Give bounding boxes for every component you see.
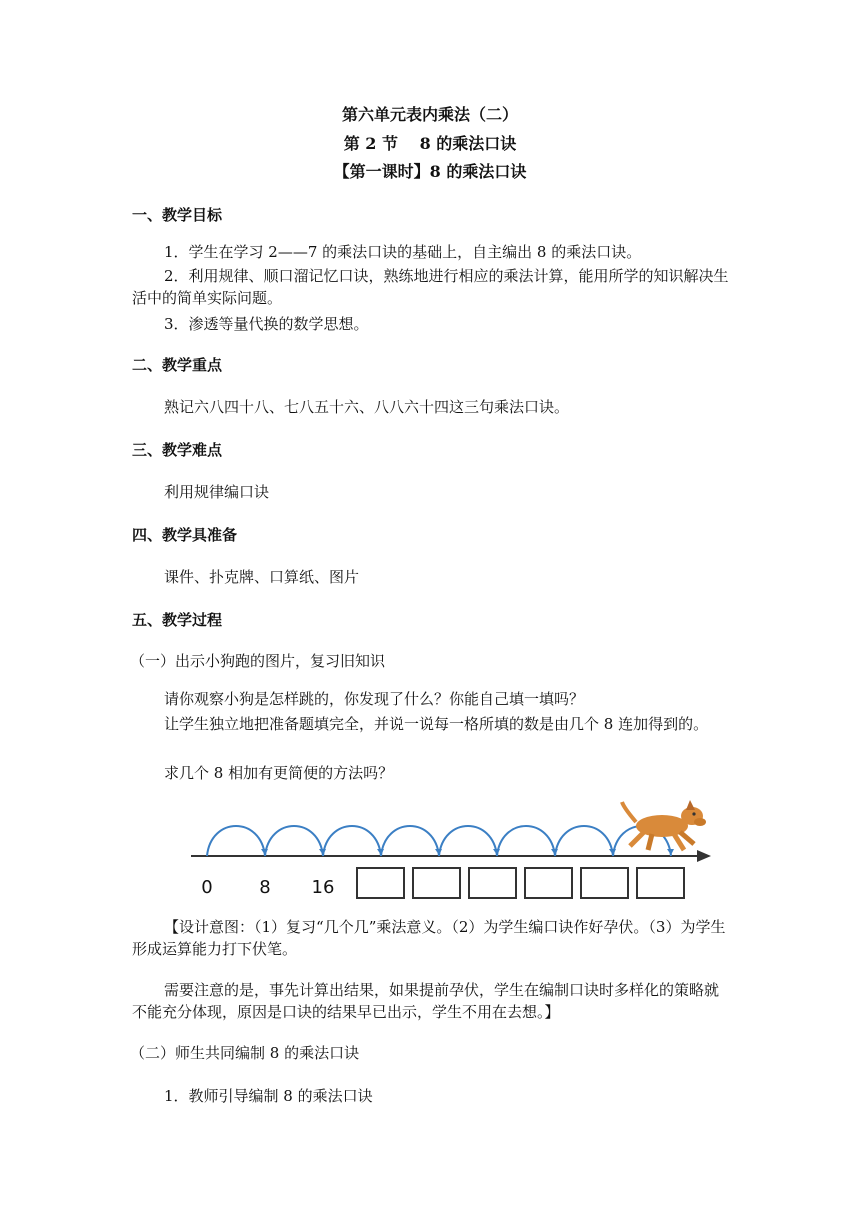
hop-arc xyxy=(439,826,497,856)
answer-box[interactable] xyxy=(413,868,460,898)
materials-text: 课件、扑克牌、口算纸、图片 xyxy=(164,568,360,586)
objective-2: 2．利用规律、顺口溜记忆口诀，熟练地进行相应的乘法计算，能用所学的知识解决生活中的简单实际问题。 xyxy=(132,267,729,307)
heading-materials: 四、教学具准备 xyxy=(132,526,238,544)
answer-box[interactable] xyxy=(637,868,684,898)
answer-box[interactable] xyxy=(357,868,404,898)
design-note: 需要注意的是，事先计算出结果，如果提前孕伏，学生在编制口诀时多样化的策略就不能充分体现，原因是口诀的结果早已出示，学生不用在去想。】 xyxy=(132,981,720,1021)
section-title: 第 2 节 8 的乘法口诀 xyxy=(343,134,517,153)
number-line-figure xyxy=(185,796,715,902)
part-2-title: （二）师生共同编制 8 的乘法口诀 xyxy=(130,1044,360,1062)
hop-arc xyxy=(381,826,439,856)
arrow-head xyxy=(697,850,711,862)
hop-arc xyxy=(207,826,265,856)
hop-arc xyxy=(323,826,381,856)
design-intent: 【设计意图：（1）复习“几个几”乘法意义。（2）为学生编口诀作好孕伏。（3）为学生形成运算能力打下伏笔。 xyxy=(132,918,726,958)
part-1-question: 请你观察小狗是怎样跳的，你发现了什么？你能自己填一填吗？ xyxy=(164,690,585,708)
heading-key-points: 二、教学重点 xyxy=(132,356,223,374)
number-line-svg xyxy=(185,796,715,902)
part-1-prompt: 求几个 8 相加有更简便的方法吗？ xyxy=(164,764,394,782)
hop-arc xyxy=(555,826,613,856)
objective-3: 3．渗透等量代换的数学思想。 xyxy=(164,315,369,333)
difficulties-text: 利用规律编口诀 xyxy=(164,483,270,501)
part-1-title: （一）出示小狗跑的图片，复习旧知识 xyxy=(130,652,386,670)
dog-icon xyxy=(622,800,706,850)
hop-arc xyxy=(497,826,555,856)
objective-1: 1．学生在学习 2——7 的乘法口诀的基础上，自主编出 8 的乘法口诀。 xyxy=(164,243,642,261)
heading-process: 五、教学过程 xyxy=(132,611,223,629)
answer-box[interactable] xyxy=(581,868,628,898)
answer-box[interactable] xyxy=(469,868,516,898)
key-points-text: 熟记六八四十八、七八五十六、八八六十四这三句乘法口诀。 xyxy=(164,398,570,416)
heading-objectives: 一、教学目标 xyxy=(132,206,223,224)
unit-title: 第六单元表内乘法（二） xyxy=(341,105,518,124)
answer-box[interactable] xyxy=(525,868,572,898)
lesson-title: 【第一课时】8 的乘法口诀 xyxy=(333,162,527,181)
part-1-instruction: 让学生独立地把准备题填完全，并说一说每一格所填的数是由几个 8 连加得到的。 xyxy=(164,715,709,733)
hop-arc xyxy=(265,826,323,856)
label-0: 0 xyxy=(201,877,213,898)
part-2-step-1: 1．教师引导编制 8 的乘法口诀 xyxy=(164,1087,373,1105)
label-16: 16 xyxy=(311,877,335,898)
hop-arrow xyxy=(667,849,674,855)
heading-difficulties: 三、教学难点 xyxy=(132,441,223,459)
label-8: 8 xyxy=(259,877,271,898)
